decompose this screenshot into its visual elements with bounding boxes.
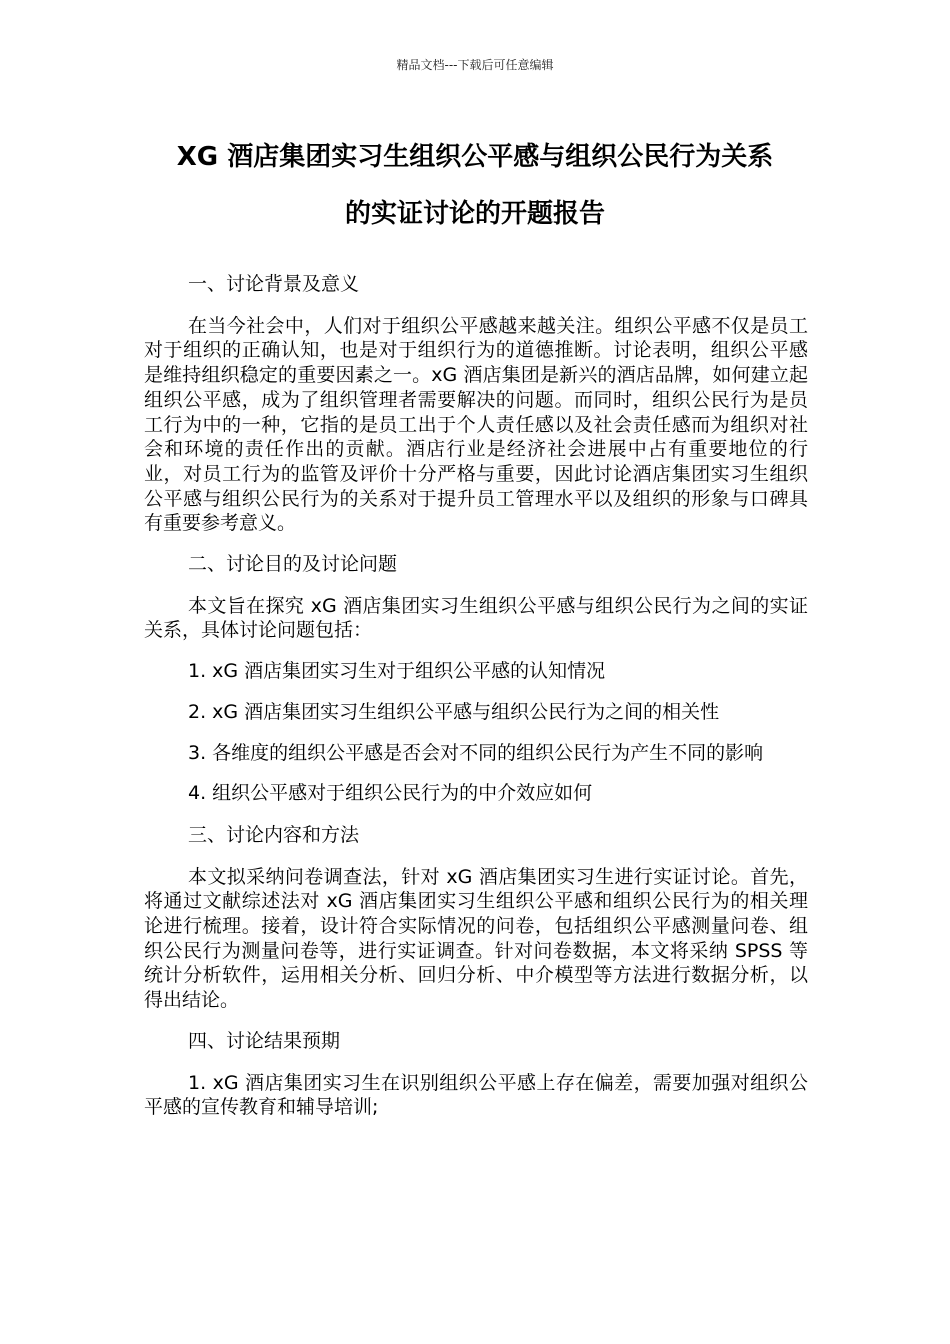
document-title-line-2: 的实证讨论的开题报告 <box>344 199 605 229</box>
document-body <box>144 272 808 1136</box>
list-item-question-3: 3. 各维度的组织公平感是否会对不同的组织公民行为产生不同的影响 <box>188 741 764 764</box>
list-item-expected-1: 1. xG 酒店集团实习生在识别组织公平感上存在偏差，需要加强对组织公平感的宣传教育和辅导培训; <box>144 1071 808 1119</box>
section-heading-methods: 三、讨论内容和方法 <box>188 823 360 846</box>
paragraph-objectives: 本文旨在探究 xG 酒店集团实习生组织公平感与组织公民行为之间的实证关系，具体讨论问题包括： <box>144 594 808 642</box>
list-item-question-4: 4. 组织公平感对于组织公民行为的中介效应如何 <box>188 782 593 805</box>
list-item-question-1: 1. xG 酒店集团实习生对于组织公平感的认知情况 <box>188 660 606 683</box>
paragraph-methods: 本文拟采纳问卷调查法，针对 xG 酒店集团实习生进行实证讨论。首先，将通过文献综述法对 xG 酒店集团实习生组织公平感和组织公民行为的相关理论进行梳理。接着，设计符合实际情况的问卷，包括组织公平感测量问卷、组织公民行为测量问卷等，进行实证调查。针对问卷数据，本文将采纳 SPSS 等统计分析软件，运用相关分析、回归分析、中介模型等方法进行数据分析，以得出结论。 <box>144 865 808 1012</box>
list-item-question-2: 2. xG 酒店集团实习生组织公平感与组织公民行为之间的相关性 <box>188 700 720 723</box>
section-heading-background: 一、讨论背景及意义 <box>188 273 360 295</box>
document-title-line-1: XG 酒店集团实习生组织公平感与组织公民行为关系 <box>176 142 774 172</box>
section-heading-objectives: 二、讨论目的及讨论问题 <box>188 553 398 576</box>
section-heading-expected-results: 四、讨论结果预期 <box>188 1029 341 1052</box>
header-note: 精品文档---下载后可任意编辑 <box>396 58 554 72</box>
paragraph-background: 在当今社会中，人们对于组织公平感越来越关注。组织公平感不仅是员工对于组织的正确认知，也是对于组织行为的道德推断。讨论表明，组织公平感是维持组织稳定的重要因素之一。xG 酒店集团是新兴的酒店品牌，如何建立起组织公平感，成为了组织管理者需要解决的问题。而同时，组织公民行为是员工行为中的一种，它指的是员工出于个人责任感以及社会责任感而为组织对社会和环境的责任作出的贡献。酒店行业是经济社会进展中占有重要地位的行业，对员工行为的监管及评价十分严格与重要，因此讨论酒店集团实习生组织公平感与组织公民行为的关系对于提升员工管理水平以及组织的形象与口碑具有重要参考意义。 <box>144 314 808 535</box>
